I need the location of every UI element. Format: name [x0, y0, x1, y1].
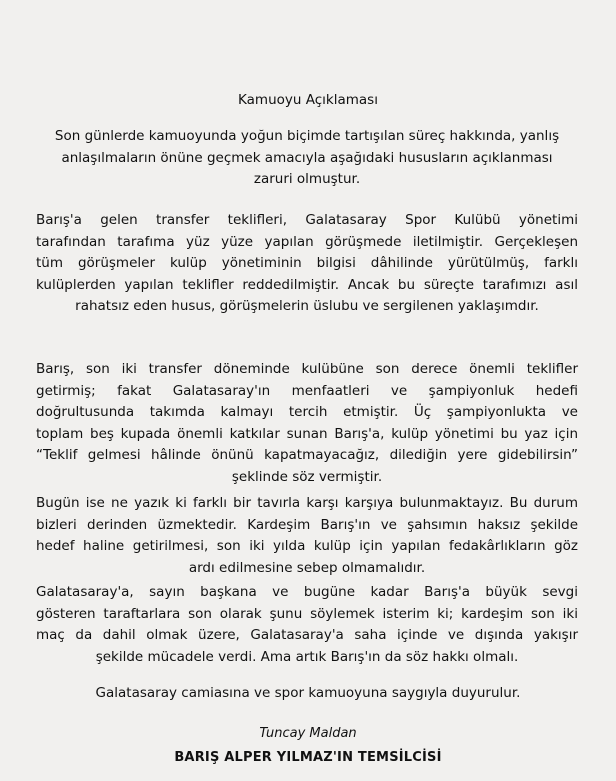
- text-line: tüm görüşmeler kulüp yönetiminin bilgisi dâhilinde yürütülmüş, farklı: [36, 255, 578, 272]
- text-line: Son günlerde kamuoyunda yoğun biçimde tartışılan süreç hakkında, yanlış: [54, 128, 560, 144]
- closing-statement: Galatasaray camiasına ve spor kamuoyuna saygıyla duyurulur.: [95, 685, 521, 701]
- text-line: kulüplerden yapılan teklifler reddedilmiştir. Ancak bu süreçte tarafımızı asıl: [36, 276, 578, 293]
- text-line: tarafından tarafıma yüz yüze yapılan görüşmede iletilmiştir. Gerçekleşen: [36, 233, 578, 250]
- document-title: Kamuoyu Açıklaması: [238, 92, 378, 108]
- text-line: maç da dahil olmak üzere, Galatasaray'a saha içinde ve dışında yakışır: [36, 627, 578, 644]
- text-line: anlaşılmaların önüne geçmek amacıyla aşağıdaki hususların açıklanması: [61, 149, 553, 166]
- text-line: Galatasaray'a, sayın başkana ve bugüne kadar Barış'a büyük sevgi: [36, 584, 578, 600]
- paragraph-transfer-offers: [36, 210, 578, 318]
- signature-title: BARIŞ ALPER YILMAZ'IN TEMSİLCİSİ: [174, 750, 442, 765]
- text-line: şekilde mücadele verdi. Ama artık Barış'ın da söz hakkı olmalı.: [95, 648, 519, 665]
- text-line: doğrultusunda takımda kalmayı tercih etmiştir. Üç şampiyonlukta ve: [36, 404, 578, 421]
- text-line: bizleri derinden üzmektedir. Kardeşim Barış'ın ve şahsımın haksız şekilde: [36, 516, 578, 533]
- paragraph-current-situation: [36, 493, 578, 579]
- text-line: toplam beş kupada önemli katkılar sunan Barış'a, kulüp yönetimi bu yaz için: [36, 425, 578, 442]
- text-line: Barış, son iki transfer döneminde kulübüne son derece önemli teklifler: [36, 361, 578, 377]
- signature-name: Tuncay Maldan: [259, 726, 357, 741]
- text-line: ardı edilmesine sebep olmamalıdır.: [188, 559, 426, 576]
- text-line: hedef haline getirilmesi, son iki yılda kulüp için yapılan fedakârlıkların göz: [36, 538, 578, 555]
- text-line: Bugün ise ne yazık ki farklı bir tavırla karşı karşıya bulunmaktayız. Bu durum: [36, 495, 578, 511]
- text-line: şeklinde söz vermiştir.: [231, 468, 383, 485]
- text-line: getirmiş; fakat Galatasaray'ın menfaatleri ve şampiyonluk hedefi: [36, 382, 578, 399]
- text-line: “Teklif gelmesi hâlinde önünü kapatmayacağız, dilediğin yere gidebilirsin”: [36, 447, 578, 464]
- text-line: rahatsız eden husus, görüşmelerin üslubu ve sergilenen yaklaşımdır.: [75, 298, 539, 315]
- text-line: gösteren taraftarlara son olarak şunu söylemek isterim ki; kardeşim son iki: [36, 605, 578, 622]
- paragraph-transfer-history: [36, 359, 578, 489]
- paragraph-intro: [36, 126, 578, 191]
- text-line: zaruri olmuştur.: [253, 171, 361, 188]
- paragraph-message-to-fans: [36, 582, 578, 668]
- text-line: Barış'a gelen transfer teklifleri, Galatasaray Spor Kulübü yönetimi: [36, 212, 578, 228]
